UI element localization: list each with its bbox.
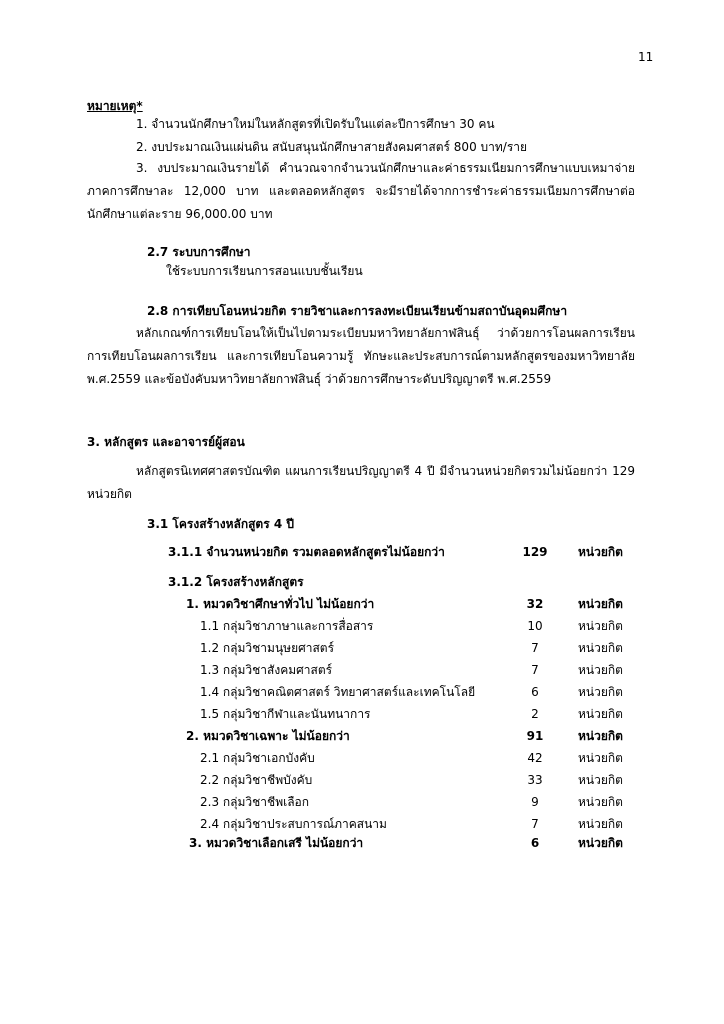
subgroup-value: 9 xyxy=(531,795,539,809)
subgroup-row xyxy=(0,706,724,722)
subgroup-row xyxy=(0,816,724,832)
subgroup-unit: หน่วยกิต xyxy=(578,685,623,699)
subgroup-row xyxy=(0,640,724,656)
page-number: 11 xyxy=(638,50,654,64)
group-label: 3. หมวดวิชาเลือกเสรี ไม่น้อยกว่า xyxy=(189,836,364,850)
group-row xyxy=(0,835,724,851)
section-2-7-heading: 2.7 ระบบการศึกษา xyxy=(147,245,251,259)
section-3-text: หลักสูตรนิเทศศาสตรบัณฑิต แผนการเรียนปริญญาตรี 4 ปี มีจำนวนหน่วยกิตรวมไม่น้อยกว่า 129 หน่วยกิต xyxy=(87,464,635,501)
subgroup-label: 1.5 กลุ่มวิชากีฬาและนันทนาการ xyxy=(200,707,371,721)
subgroup-label: 1.2 กลุ่มวิชามนุษยศาสตร์ xyxy=(200,641,335,655)
subgroup-unit: หน่วยกิต xyxy=(578,817,623,831)
subgroup-value: 6 xyxy=(531,685,539,699)
subgroup-label: 1.4 กลุ่มวิชาคณิตศาสตร์ วิทยาศาสตร์และเทคโนโลยี xyxy=(200,685,476,699)
subgroup-label: 2.4 กลุ่มวิชาประสบการณ์ภาคสนาม xyxy=(200,817,387,831)
subgroup-unit: หน่วยกิต xyxy=(578,773,623,787)
total-credits-value: 129 xyxy=(522,545,548,559)
group-row xyxy=(0,728,724,744)
section-2-7-text: ใช้ระบบการเรียนการสอนแบบชั้นเรียน xyxy=(166,264,363,278)
section-3-heading: 3. หลักสูตร และอาจารย์ผู้สอน xyxy=(87,435,245,449)
subgroup-row xyxy=(0,618,724,634)
section-2-8-heading: 2.8 การเทียบโอนหน่วยกิต รายวิชาและการลงทะเบียนเรียนข้ามสถาบันอุดมศึกษา xyxy=(147,304,568,318)
subgroup-value: 7 xyxy=(531,817,539,831)
total-credits-row xyxy=(0,544,724,560)
subgroup-label: 2.1 กลุ่มวิชาเอกบังคับ xyxy=(200,751,315,765)
subgroup-value: 7 xyxy=(531,641,539,655)
subgroup-row xyxy=(0,750,724,766)
group-label: 1. หมวดวิชาศึกษาทั่วไป ไม่น้อยกว่า xyxy=(186,597,375,611)
subgroup-row xyxy=(0,772,724,788)
subgroup-unit: หน่วยกิต xyxy=(578,663,623,677)
subgroup-unit: หน่วยกิต xyxy=(578,619,623,633)
group-unit: หน่วยกิต xyxy=(578,836,623,850)
subgroup-unit: หน่วยกิต xyxy=(578,641,623,655)
group-unit: หน่วยกิต xyxy=(578,597,623,611)
subgroup-row xyxy=(0,794,724,810)
group-label: 2. หมวดวิชาเฉพาะ ไม่น้อยกว่า xyxy=(186,729,350,743)
subgroup-value: 2 xyxy=(531,707,539,721)
subgroup-unit: หน่วยกิต xyxy=(578,751,623,765)
group-row xyxy=(0,596,724,612)
note-item-3: 3. งบประมาณเงินรายได้ คำนวณจากจำนวนนักศึกษาและค่าธรรมเนียมการศึกษาแบบเหมาจ่ายภาคการศึกษาละ 12,000 บาท และตลอดหลักสูตร จะมีรายได้จากการชำระค่าธรรมเนียมการศึกษาต่อนักศึกษาแต่ละราย 96,000.00 บาท xyxy=(87,161,635,221)
subgroup-label: 2.3 กลุ่มวิชาชีพเลือก xyxy=(200,795,310,809)
section-3-1-heading: 3.1 โครงสร้างหลักสูตร 4 ปี xyxy=(147,517,294,531)
note-item-1: 1. จำนวนนักศึกษาใหม่ในหลักสูตรที่เปิดรับในแต่ละปีการศึกษา 30 คน xyxy=(136,117,495,131)
total-credits-label: 3.1.1 จำนวนหน่วยกิต รวมตลอดหลักสูตรไม่น้อยกว่า xyxy=(168,545,445,559)
subgroup-label: 1.3 กลุ่มวิชาสังคมศาสตร์ xyxy=(200,663,333,677)
subgroup-label: 2.2 กลุ่มวิชาชีพบังคับ xyxy=(200,773,313,787)
subgroup-label: 1.1 กลุ่มวิชาภาษาและการสื่อสาร xyxy=(200,619,374,633)
subgroup-row xyxy=(0,684,724,700)
note-item-2: 2. งบประมาณเงินแผ่นดิน สนับสนุนนักศึกษาสายสังคมศาสตร์ 800 บาท/ราย xyxy=(136,140,528,154)
subgroup-value: 10 xyxy=(527,619,543,633)
subgroup-unit: หน่วยกิต xyxy=(578,707,623,721)
section-2-8-text: หลักเกณฑ์การเทียบโอนให้เป็นไปตามระเบียบมหาวิทยาลัยกาฬสินธุ์ ว่าด้วยการโอนผลการเรียน การเทียบโอนผลการเรียน และการเทียบโอนความรู้ ทักษะและประสบการณ์ตามหลักสูตรของมหาวิทยาลัย พ.ศ.2559 และข้อบังคับมหาวิทยาลัยกาฬสินธุ์ ว่าด้วยการศึกษาระดับปริญญาตรี พ.ศ.2559 xyxy=(87,326,635,386)
group-value: 91 xyxy=(526,729,544,743)
group-value: 6 xyxy=(530,836,540,850)
notes-heading: หมายเหตุ* xyxy=(87,99,143,113)
total-credits-unit: หน่วยกิต xyxy=(578,545,623,559)
structure-heading: 3.1.2 โครงสร้างหลักสูตร xyxy=(168,575,304,589)
subgroup-value: 33 xyxy=(527,773,543,787)
subgroup-value: 42 xyxy=(527,751,543,765)
group-unit: หน่วยกิต xyxy=(578,729,623,743)
subgroup-row xyxy=(0,662,724,678)
group-value: 32 xyxy=(526,597,544,611)
subgroup-value: 7 xyxy=(531,663,539,677)
subgroup-unit: หน่วยกิต xyxy=(578,795,623,809)
